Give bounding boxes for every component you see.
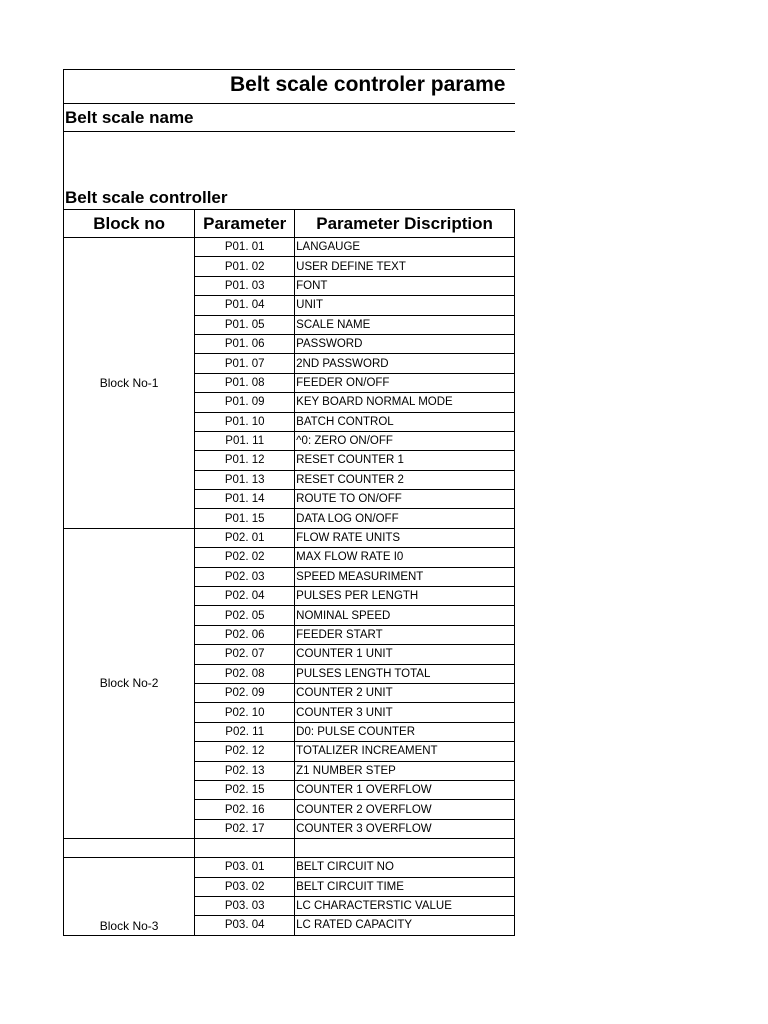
block-label: Block No-3	[64, 858, 195, 936]
empty-row	[64, 839, 515, 858]
empty-cell	[64, 839, 195, 858]
parameter-description: 2ND PASSWORD	[295, 354, 515, 373]
table-row	[64, 528, 515, 547]
parameter-description: PULSES PER LENGTH	[295, 587, 515, 606]
parameter-code: P03. 02	[195, 877, 295, 896]
parameter-code: P02. 11	[195, 722, 295, 741]
belt-scale-name-label: Belt scale name	[65, 108, 194, 127]
parameter-description: COUNTER 1 OVERFLOW	[295, 780, 515, 799]
parameter-code: P01. 02	[195, 257, 295, 276]
belt-scale-controller-label: Belt scale controller	[65, 188, 228, 207]
parameter-code: P01. 01	[195, 238, 295, 257]
parameter-code: P01. 15	[195, 509, 295, 528]
empty-cell	[295, 839, 515, 858]
parameter-description: BELT CIRCUIT TIME	[295, 877, 515, 896]
parameter-code: P01. 07	[195, 354, 295, 373]
parameter-description: COUNTER 3 OVERFLOW	[295, 819, 515, 838]
parameter-code: P02. 12	[195, 742, 295, 761]
parameter-description: LC RATED CAPACITY	[295, 916, 515, 935]
parameter-description: COUNTER 3 UNIT	[295, 703, 515, 722]
parameter-code: P01. 12	[195, 451, 295, 470]
parameter-code: P02. 08	[195, 664, 295, 683]
parameter-code: P02. 09	[195, 683, 295, 702]
table-body	[64, 238, 515, 936]
block-label: Block No-2	[64, 528, 195, 838]
parameter-code: P01. 03	[195, 276, 295, 295]
parameter-description: FEEDER START	[295, 625, 515, 644]
parameter-description: COUNTER 2 OVERFLOW	[295, 800, 515, 819]
block-label: Block No-1	[64, 238, 195, 529]
title-row	[64, 70, 515, 104]
parameter-description: COUNTER 2 UNIT	[295, 683, 515, 702]
parameter-description: LANGAUGE	[295, 238, 515, 257]
parameter-description: BATCH CONTROL	[295, 412, 515, 431]
parameter-description: NOMINAL SPEED	[295, 606, 515, 625]
header-block-no: Block no	[64, 210, 195, 238]
parameter-code: P02. 07	[195, 645, 295, 664]
parameter-description: D0: PULSE COUNTER	[295, 722, 515, 741]
header-description: Parameter Discription	[295, 210, 515, 238]
parameter-code: P02. 05	[195, 606, 295, 625]
parameter-code: P01. 08	[195, 373, 295, 392]
parameter-code: P01. 11	[195, 431, 295, 450]
parameter-description: FONT	[295, 276, 515, 295]
table-row	[64, 858, 515, 877]
spreadsheet-page	[63, 69, 515, 936]
parameter-description: BELT CIRCUIT NO	[295, 858, 515, 877]
parameter-code: P02. 16	[195, 800, 295, 819]
table-header-row	[64, 210, 515, 238]
parameter-code: P02. 01	[195, 528, 295, 547]
parameter-code: P01. 10	[195, 412, 295, 431]
parameter-table	[64, 210, 515, 936]
parameter-code: P03. 04	[195, 916, 295, 935]
parameter-code: P02. 02	[195, 548, 295, 567]
parameter-code: P03. 01	[195, 858, 295, 877]
parameter-code: P02. 04	[195, 587, 295, 606]
parameter-code: P01. 14	[195, 490, 295, 509]
parameter-code: P02. 13	[195, 761, 295, 780]
parameter-description: RESET COUNTER 2	[295, 470, 515, 489]
parameter-description: UNIT	[295, 296, 515, 315]
parameter-description: TOTALIZER INCREAMENT	[295, 742, 515, 761]
parameter-code: P02. 06	[195, 625, 295, 644]
parameter-description: ROUTE TO ON/OFF	[295, 490, 515, 509]
parameter-code: P01. 13	[195, 470, 295, 489]
parameter-code: P02. 03	[195, 567, 295, 586]
parameter-description: FEEDER ON/OFF	[295, 373, 515, 392]
parameter-description: FLOW RATE UNITS	[295, 528, 515, 547]
parameter-code: P02. 15	[195, 780, 295, 799]
parameter-code: P01. 09	[195, 393, 295, 412]
parameter-code: P02. 10	[195, 703, 295, 722]
belt-scale-name-row	[64, 104, 515, 132]
parameter-description: USER DEFINE TEXT	[295, 257, 515, 276]
header-parameter: Parameter	[195, 210, 295, 238]
parameter-description: MAX FLOW RATE I0	[295, 548, 515, 567]
parameter-description: COUNTER 1 UNIT	[295, 645, 515, 664]
parameter-description: KEY BOARD NORMAL MODE	[295, 393, 515, 412]
parameter-code: P01. 04	[195, 296, 295, 315]
parameter-description: DATA LOG ON/OFF	[295, 509, 515, 528]
parameter-code: P02. 17	[195, 819, 295, 838]
parameter-description: RESET COUNTER 1	[295, 451, 515, 470]
parameter-description: SCALE NAME	[295, 315, 515, 334]
parameter-code: P01. 05	[195, 315, 295, 334]
parameter-description: SPEED MEASURIMENT	[295, 567, 515, 586]
parameter-code: P03. 03	[195, 896, 295, 915]
table-row	[64, 238, 515, 257]
parameter-description: PULSES LENGTH TOTAL	[295, 664, 515, 683]
parameter-description: LC CHARACTERSTIC VALUE	[295, 896, 515, 915]
empty-cell	[195, 839, 295, 858]
parameter-description: ^0: ZERO ON/OFF	[295, 431, 515, 450]
belt-scale-controller-row	[64, 132, 515, 210]
parameter-code: P01. 06	[195, 334, 295, 353]
sheet-title: Belt scale controler parame	[230, 73, 506, 96]
parameter-description: PASSWORD	[295, 334, 515, 353]
parameter-description: Z1 NUMBER STEP	[295, 761, 515, 780]
